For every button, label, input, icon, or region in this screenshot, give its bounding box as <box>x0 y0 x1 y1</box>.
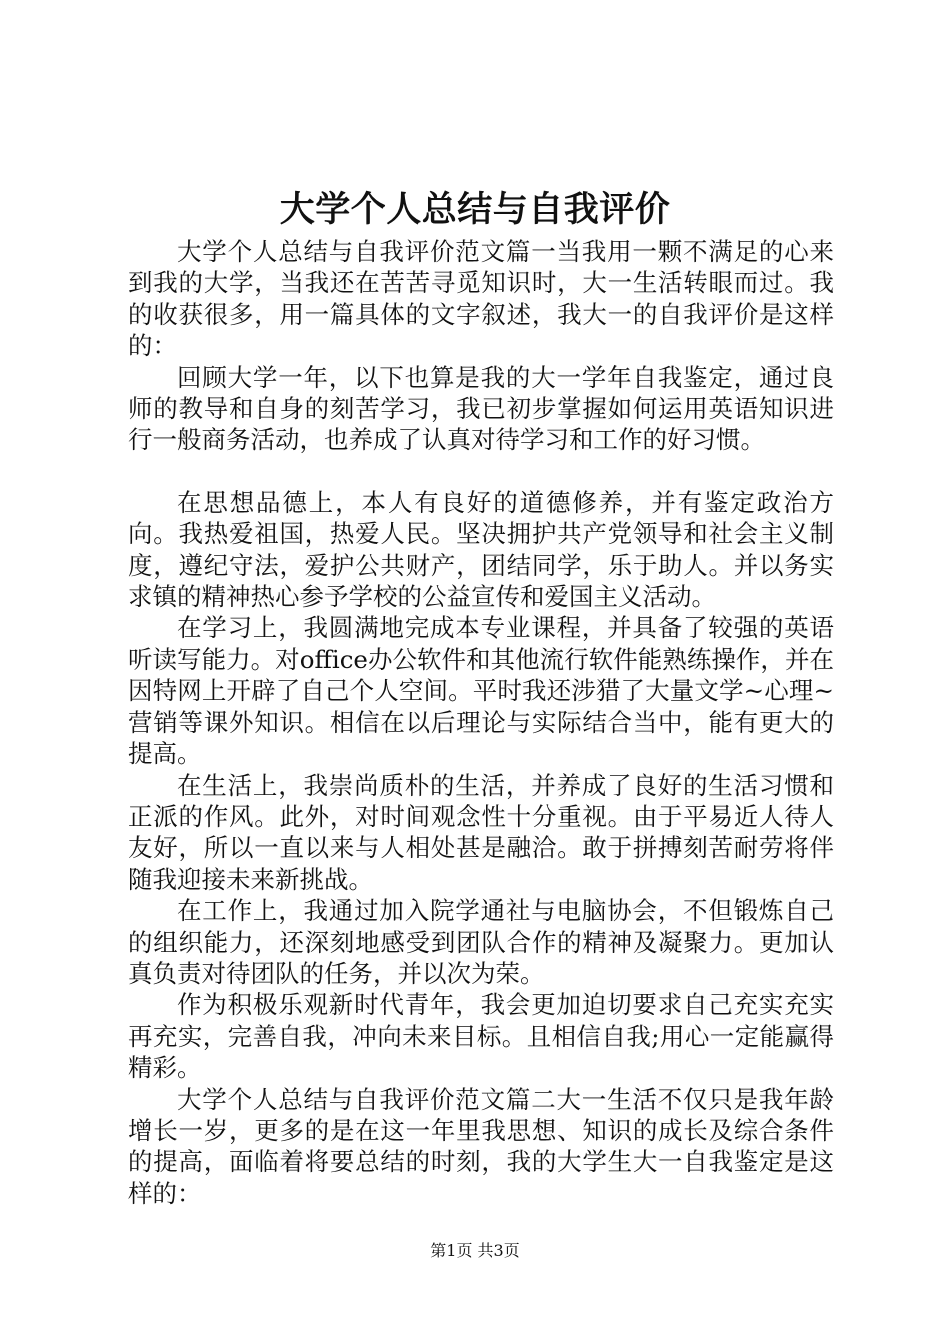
paragraph-sample-two: 大学个人总结与自我评价范文篇二大一生活不仅只是我年龄增长一岁，更多的是在这一年里我思想、知识的成长及综合条件的提高，面临着将要总结的时刻，我的大学生大一自我鉴定是这样的： <box>128 1084 834 1208</box>
paragraph-study: 在学习上，我圆满地完成本专业课程，并具备了较强的英语听读写能力。对office办公软件和其他流行软件能熟练操作，并在因特网上开辟了自己个人空间。平时我还涉猎了大量文学~心理~营销等课外知识。相信在以后理论与实际结合当中，能有更大的提高。 <box>128 613 834 769</box>
paragraph-life: 在生活上，我崇尚质朴的生活，并养成了良好的生活习惯和正派的作风。此外，对时间观念性十分重视。由于平易近人待人友好，所以一直以来与人相处甚是融洽。敢于拼搏刻苦耐劳将伴随我迎接未来新挑战。 <box>128 770 834 894</box>
paragraph-intro: 大学个人总结与自我评价范文篇一当我用一颗不满足的心来到我的大学，当我还在苦苦寻觅知识时，大一生活转眼而过。我的收获很多，用一篇具体的文字叙述，我大一的自我评价是这样的： <box>128 237 834 361</box>
paragraph-review: 回顾大学一年，以下也算是我的大一学年自我鉴定，通过良师的教导和自身的刻苦学习，我已初步掌握如何运用英语知识进行一般商务活动，也养成了认真对待学习和工作的好习惯。 <box>128 362 834 455</box>
document-title: 大学个人总结与自我评价 <box>279 189 671 230</box>
page-number: 第1页 共3页 <box>430 1241 520 1260</box>
document-body <box>128 236 834 1209</box>
paragraph-outlook: 作为积极乐观新时代青年，我会更加迫切要求自己充实充实再充实，完善自我，冲向未来目标。且相信自我;用心一定能赢得精彩。 <box>128 990 834 1083</box>
paragraph-work: 在工作上，我通过加入院学通社与电脑协会，不但锻炼自己的组织能力，还深刻地感受到团队合作的精神及凝聚力。更加认真负责对待团队的任务，并以次为荣。 <box>128 896 834 988</box>
paragraph-morality: 在思想品德上，本人有良好的道德修养，并有鉴定政治方向。我热爱祖国，热爱人民。坚决拥护共产党领导和社会主义制度，遵纪守法，爱护公共财产，团结同学，乐于助人。并以务实求镇的精神热心参予学校的公益宣传和爱国主义活动。 <box>128 487 834 612</box>
